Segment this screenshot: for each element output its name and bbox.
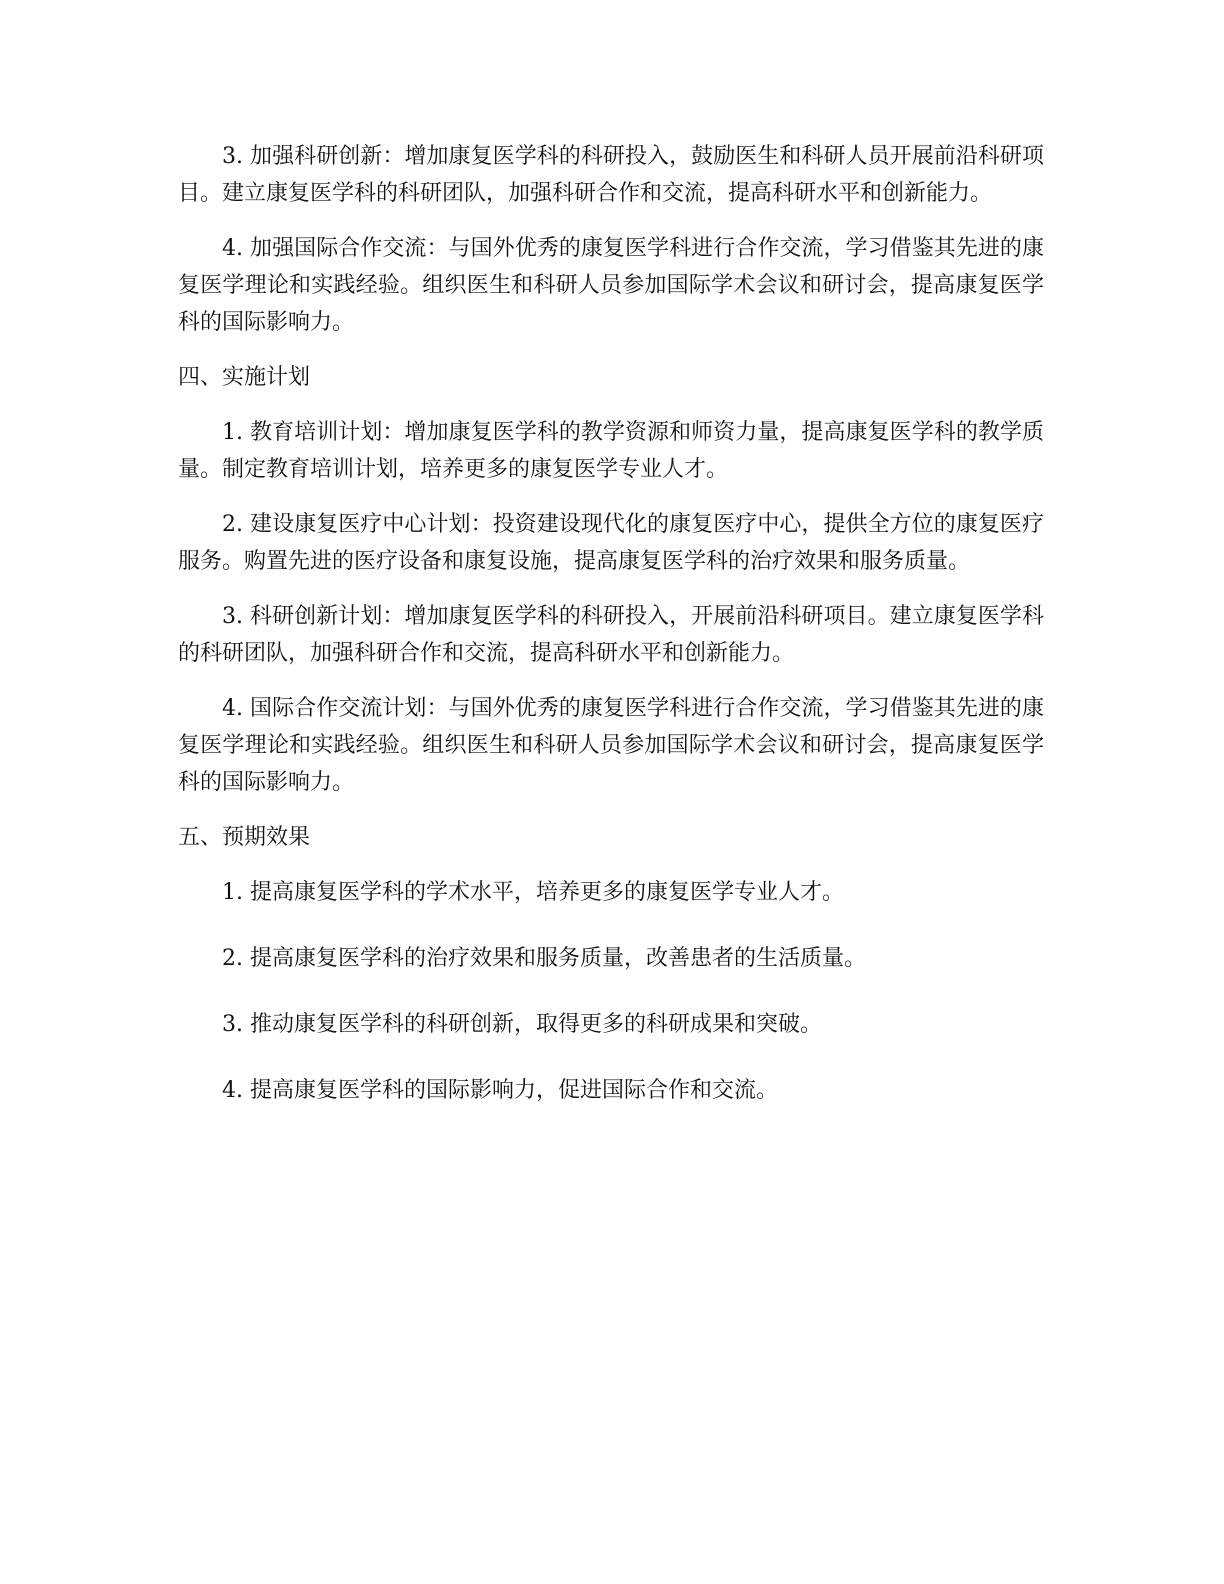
paragraph-international-cooperation: 4. 加强国际合作交流：与国外优秀的康复医学科进行合作交流，学习借鉴其先进的康复医学理论和实践经验。组织医生和科研人员参加国际学术会议和研讨会，提高康复医学科的国际影响力。 <box>178 236 1044 335</box>
section-heading-implementation-plan: 四、实施计划 <box>178 365 311 390</box>
section-heading-expected-results: 五、预期效果 <box>178 825 311 850</box>
paragraph-international-exchange-plan: 4. 国际合作交流计划：与国外优秀的康复医学科进行合作交流，学习借鉴其先进的康复医学理论和实践经验。组织医生和科研人员参加国际学术会议和研讨会，提高康复医学科的国际影响力。 <box>178 696 1044 795</box>
paragraph-research-innovation: 3. 加强科研创新：增加康复医学科的科研投入，鼓励医生和科研人员开展前沿科研项目。建立康复医学科的科研团队，加强科研合作和交流，提高科研水平和创新能力。 <box>178 144 1044 206</box>
list-item-expected-result: 2. 提高康复医学科的治疗效果和服务质量，改善患者的生活质量。 <box>222 946 866 971</box>
paragraph-education-training-plan: 1. 教育培训计划：增加康复医学科的教学资源和师资力量，提高康复医学科的教学质量。制定教育培训计划，培养更多的康复医学专业人才。 <box>178 420 1044 482</box>
paragraph-research-innovation-plan: 3. 科研创新计划：增加康复医学科的科研投入，开展前沿科研项目。建立康复医学科的科研团队，加强科研合作和交流，提高科研水平和创新能力。 <box>178 604 1044 666</box>
list-item-expected-result: 3. 推动康复医学科的科研创新，取得更多的科研成果和突破。 <box>222 1012 822 1037</box>
list-item-expected-result: 1. 提高康复医学科的学术水平，培养更多的康复医学专业人才。 <box>222 880 844 905</box>
paragraph-rehab-center-plan: 2. 建设康复医疗中心计划：投资建设现代化的康复医疗中心，提供全方位的康复医疗服务。购置先进的医疗设备和康复设施，提高康复医学科的治疗效果和服务质量。 <box>178 512 1044 574</box>
list-item-expected-result: 4. 提高康复医学科的国际影响力，促进国际合作和交流。 <box>222 1078 778 1103</box>
document-page <box>178 138 1044 1138</box>
